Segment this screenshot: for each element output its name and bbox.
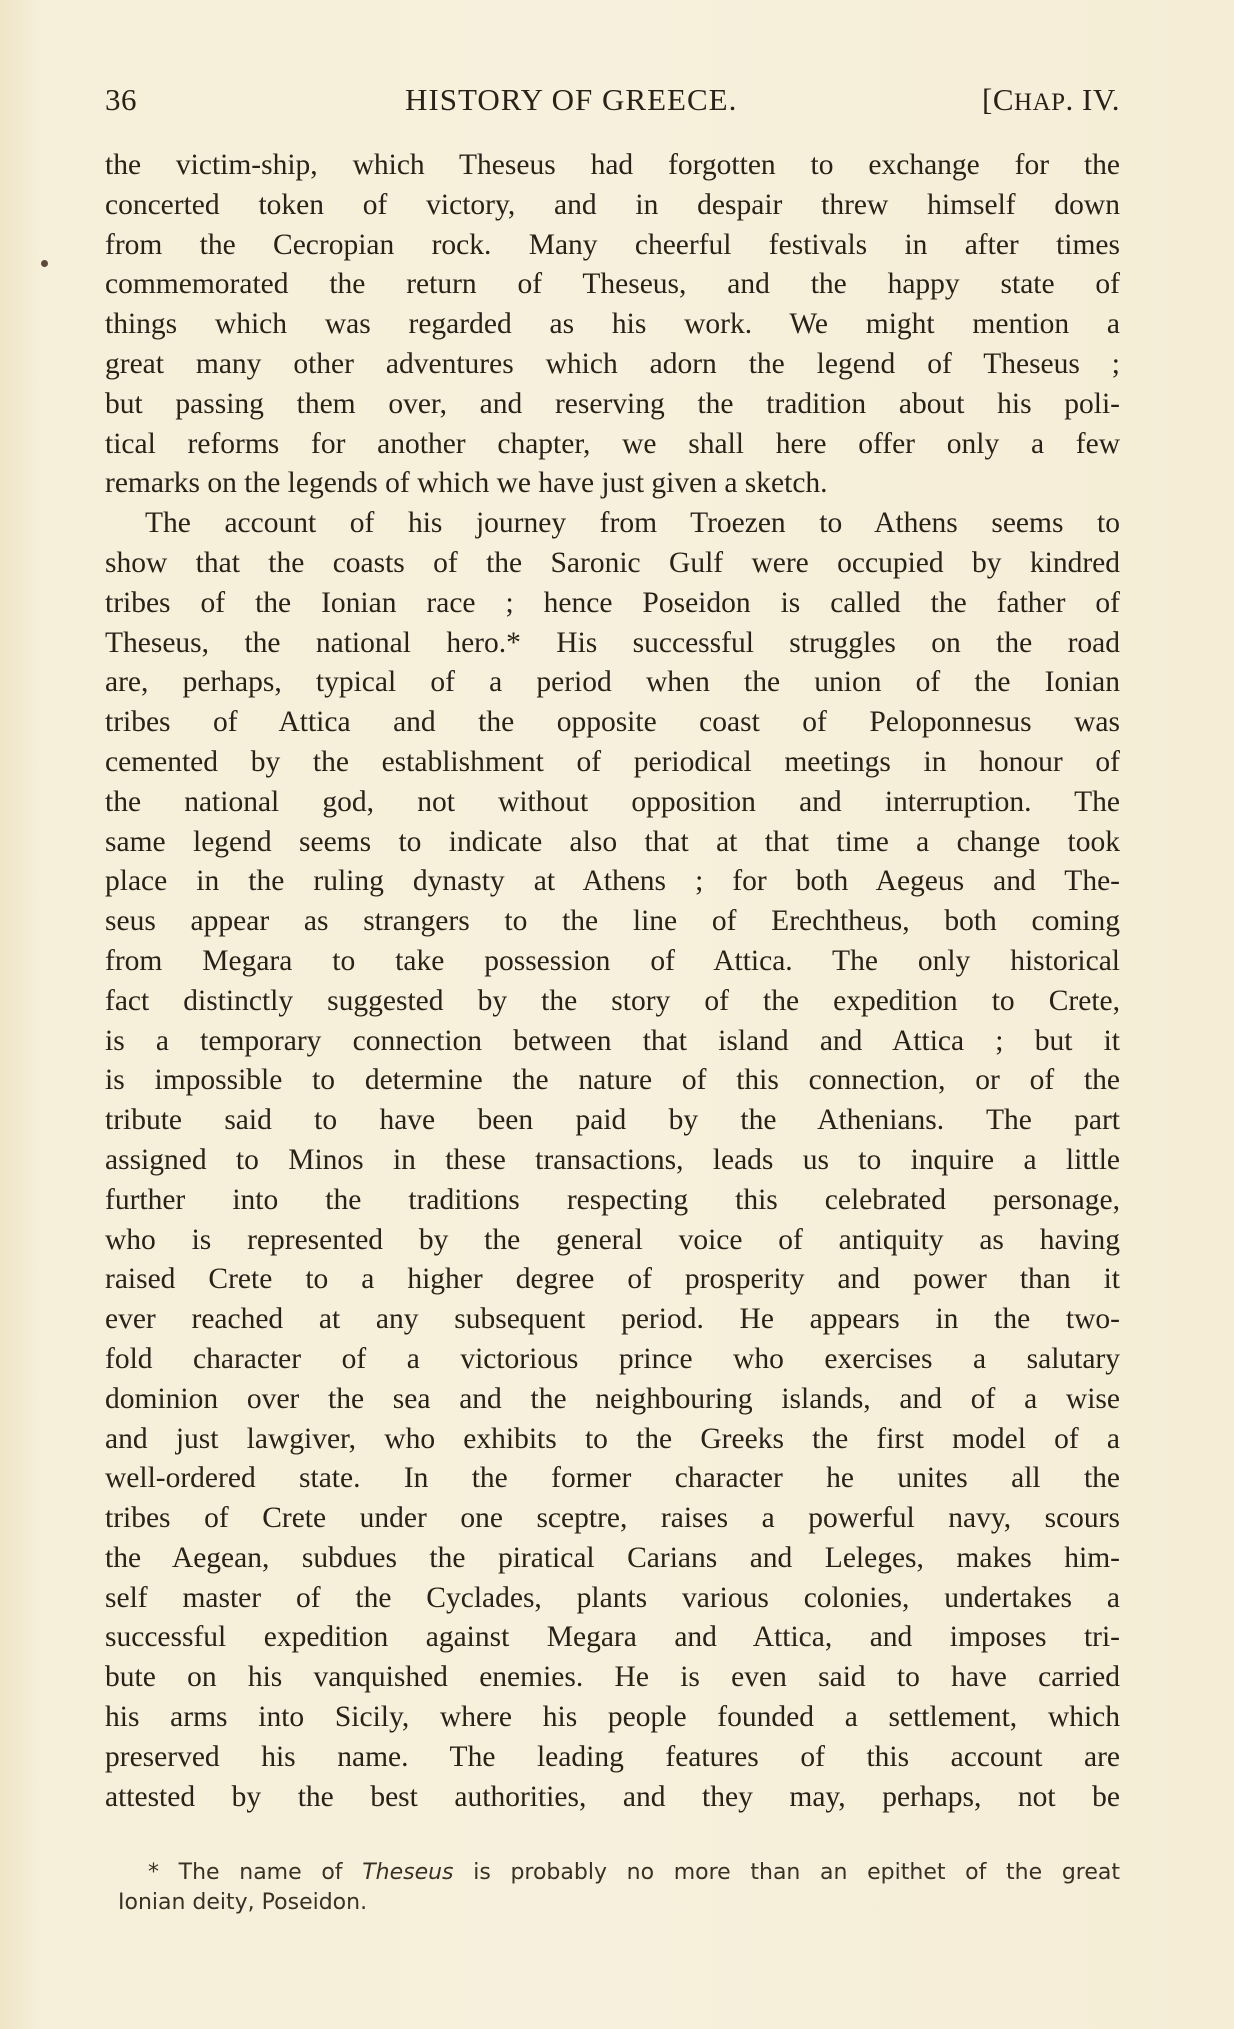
running-head	[105, 82, 1120, 122]
text-line: great many other adventures which adorn the legend of Theseus ;	[105, 347, 1120, 380]
text-line: fact distinctly suggested by the story of the expedition to Crete,	[105, 984, 1120, 1017]
text-line: Theseus, the national hero.* His successful struggles on the road	[105, 626, 1120, 659]
text-line: assigned to Minos in these transactions, leads us to inquire a little	[105, 1143, 1120, 1176]
running-title: HISTORY OF GREECE.	[405, 82, 738, 117]
footnote-italic-term: Theseus	[362, 1860, 454, 1885]
text-line: but passing them over, and reserving the tradition about his poli-	[105, 387, 1120, 420]
text-line: tribes of the Ionian race ; hence Poseidon is called the father of	[105, 586, 1120, 619]
chapter-reference: [CHAP. IV.	[982, 82, 1120, 117]
text-line: preserved his name. The leading features of this account are	[105, 1740, 1120, 1773]
text-line: his arms into Sicily, where his people founded a settlement, which	[105, 1701, 1120, 1734]
text-line: seus appear as strangers to the line of Erechtheus, both coming	[105, 905, 1120, 938]
text-line: place in the ruling dynasty at Athens ; for both Aegeus and The-	[105, 865, 1120, 898]
text-line: remarks on the legends of which we have just given a sketch.	[105, 467, 828, 500]
text-line: fold character of a victorious prince who exercises a salutary	[105, 1342, 1120, 1375]
text-line: and just lawgiver, who exhibits to the Greeks the first model of a	[105, 1422, 1120, 1455]
text-line: is a temporary connection between that island and Attica ; but it	[105, 1024, 1120, 1057]
footnote-line: Ionian deity, Poseidon.	[118, 1890, 368, 1915]
ink-speck	[41, 260, 48, 267]
text-line: things which was regarded as his work. We might mention a	[105, 308, 1120, 341]
text-line: the victim-ship, which Theseus had forgotten to exchange for the	[105, 149, 1120, 181]
text-line: are, perhaps, typical of a period when the union of the Ionian	[105, 666, 1120, 699]
footnote-line: * The name of Theseus is probably no more than an epithet of the great	[148, 1860, 1120, 1885]
text-line: concerted token of victory, and in despair threw himself down	[105, 188, 1120, 221]
text-line: the national god, not without opposition and interruption. The	[105, 785, 1120, 818]
text-line: successful expedition against Megara and Attica, and imposes tri-	[105, 1621, 1120, 1654]
text-line: the Aegean, subdues the piratical Carians and Leleges, makes him-	[105, 1541, 1120, 1574]
text-line: tribes of Attica and the opposite coast of Peloponnesus was	[105, 706, 1120, 739]
text-line: tical reforms for another chapter, we shall here offer only a few	[105, 427, 1120, 460]
text-line: self master of the Cyclades, plants various colonies, undertakes a	[105, 1581, 1120, 1614]
body-text	[105, 146, 1120, 1817]
text-line: raised Crete to a higher degree of prosperity and power than it	[105, 1263, 1120, 1296]
text-line: tribes of Crete under one sceptre, raises a powerful navy, scours	[105, 1502, 1120, 1535]
page-number: 36	[105, 82, 137, 117]
text-line: bute on his vanquished enemies. He is even said to have carried	[105, 1661, 1120, 1694]
text-line: ever reached at any subsequent period. He appears in the two-	[105, 1303, 1120, 1336]
footnote	[118, 1858, 1120, 1918]
footnote-marker: *	[148, 1860, 159, 1885]
text-line: who is represented by the general voice of antiquity as having	[105, 1223, 1120, 1256]
text-line: tribute said to have been paid by the Athenians. The part	[105, 1104, 1120, 1137]
text-line: commemorated the return of Theseus, and the happy state of	[105, 268, 1120, 301]
text-line: same legend seems to indicate also that at that time a change took	[105, 825, 1120, 858]
text-line: further into the traditions respecting this celebrated personage,	[105, 1183, 1120, 1216]
text-line: well-ordered state. In the former character he unites all the	[105, 1462, 1120, 1495]
paragraph-start-line: The account of his journey from Troezen to Athens seems to	[145, 507, 1120, 540]
text-line: attested by the best authorities, and they may, perhaps, not be	[105, 1780, 1120, 1813]
text-line: show that the coasts of the Saronic Gulf were occupied by kindred	[105, 546, 1120, 579]
text-line: is impossible to determine the nature of this connection, or of the	[105, 1064, 1120, 1097]
text-line: dominion over the sea and the neighbouring islands, and of a wise	[105, 1382, 1120, 1415]
text-line: cemented by the establishment of periodical meetings in honour of	[105, 745, 1120, 778]
text-line: from Megara to take possession of Attica. The only historical	[105, 944, 1120, 977]
text-line: from the Cecropian rock. Many cheerful festivals in after times	[105, 228, 1120, 261]
